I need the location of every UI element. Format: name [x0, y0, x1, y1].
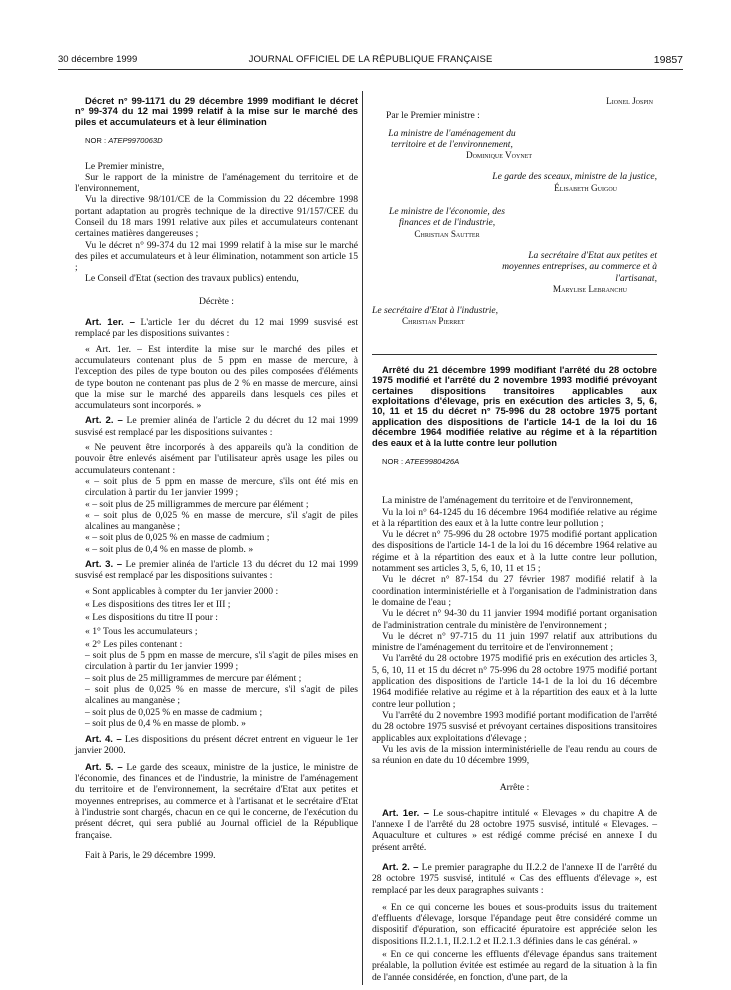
arrete-article-2-quote-1: « En ce qui concerne les boues et sous-produits issus du traitement d'effluents d'élevage, lorsque l'épandage peut être considéré comme un dispositif d'épuration, son efficacité épuratoire est appréciée selon les dispositions II.2.1.1, II.2.1.2 et II.2.1.3 définies dans le cas général. »: [372, 901, 657, 947]
article-3-list: [75, 650, 358, 729]
list-item: « – soit plus de 5 ppm en masse de mercure, s'ils ont été mis en circulation à partir du 1er janvier 1999 ;: [85, 475, 358, 499]
list-item: « – soit plus de 0,4 % en masse de plomb. »: [85, 543, 254, 555]
right-column: [372, 96, 657, 983]
intro-vu-directive: Vu la directive 98/101/CE de la Commission du 22 décembre 1998 portant adaptation au progrès technique de la directive 91/157/CEE du Conseil du 18 mars 1991 relative aux piles et accumulateurs contenant certaines matières dangereuses ;: [75, 194, 358, 240]
signature-premier-ministre: Lionel Jospin: [606, 96, 653, 106]
article-3-line: « 2° Les piles contenant :: [85, 638, 183, 650]
header-page-number: 19857: [653, 54, 683, 66]
list-item: – soit plus de 0,025 % en masse de cadmium ;: [85, 706, 263, 718]
article-1: Art. 1er. – L'article 1er du décret du 12 mai 1999 susvisé est remplacé par les dispositions suivantes :: [75, 317, 358, 340]
article-2: Art. 2. – Le premier alinéa de l'article 2 du décret du 12 mai 1999 susvisé est remplacé par les dispositions suivantes :: [75, 415, 358, 438]
signature-garde-des-sceaux: Le garde des sceaux, ministre de la justice, Élisabeth Guigou: [492, 171, 657, 193]
intro-premier-ministre: Le Premier ministre,: [85, 160, 165, 172]
intro-vu-decret-94: Vu le décret n° 94-30 du 11 janvier 1994 modifié portant organisation de l'administration centrale du ministère de l'environnement ;: [372, 608, 657, 631]
fait-a-paris: Fait à Paris, le 29 décembre 1999.: [85, 849, 216, 861]
article-3: Art. 3. – Le premier alinéa de l'article 13 du décret du 12 mai 1999 susvisé est remplacé par les dispositions suivantes :: [75, 559, 358, 582]
list-item: – soit plus de 0,025 % en masse de mercure, s'il s'agit de piles alcalines au manganèse ;: [85, 683, 358, 707]
arrete-article-2: Art. 2. – Le premier paragraphe du II.2.2 de l'annexe II de l'arrêté du 28 octobre 1975 susvisé, intitulé « Cas des effluents d'élevage », est remplacé par les deux paragraphes suivants :: [372, 861, 657, 896]
intro-ministre: La ministre de l'aménagement du territoire et de l'environnement,: [382, 495, 633, 507]
article-3-line: « Les dispositions des titres Ier et III ;: [85, 598, 231, 610]
signature-ministre-economie: Le ministre de l'économie, des finances et de l'industrie, Christian Sautter: [389, 206, 505, 239]
intro-conseil-etat: Le Conseil d'Etat (section des travaux publics) entendu,: [85, 273, 299, 285]
article-3-line: « Les dispositions du titre II pour :: [85, 612, 218, 624]
intro-vu-arrete-1993: Vu l'arrêté du 2 novembre 1993 modifié portant modification de l'arrêté du 28 octobre 1975 susvisé et prévoyant certaines dispositions transitoires applicables aux exploitations d'élevage ;: [372, 709, 657, 744]
signature-secretaire-pme: La secrétaire d'Etat aux petites et moyennes entreprises, au commerce et à l'artisanat, Marylise Lebranchu: [502, 249, 657, 294]
decree-title: Décret n° 99-1171 du 29 décembre 1999 modifiant le décret n° 99-374 du 12 mai 1999 relatif à la mise sur le marché des piles et accumulateurs et à leur élimination: [75, 95, 358, 127]
header-rule: [58, 69, 683, 70]
section-separator: [372, 354, 657, 355]
list-item: « – soit plus de 25 milligrammes de mercure par élément ;: [85, 498, 309, 510]
arrete-title: Arrêté du 21 décembre 1999 modifiant l'arrêté du 28 octobre 1975 modifié et l'arrêté du 2 novembre 1993 modifié prévoyant certaines dispositions transitoires applicables aux exploitations d'élevage, pris en exécution des articles 3, 5, 6, 10, 11 et 15 du décret n° 75-996 du 28 octobre 1975 portant application des dispositions de l'article 14-1 de la loi du 16 décembre 1964 modifiée relative au régime et à la répartition des eaux et à la lutte contre leur pollution: [372, 363, 657, 448]
header-date: 30 décembre 1999: [58, 54, 138, 65]
signature-secretaire-industrie: Le secrétaire d'Etat à l'industrie, Christian Pierret: [372, 305, 499, 327]
arrete-nor: NOR : ATEE9980426A: [382, 457, 460, 466]
article-2-list: [75, 476, 358, 555]
intro-vu-decret-75: Vu le décret n° 75-996 du 28 octobre 1975 modifié portant application des dispositions de l'article 14-1 de la loi du 16 décembre 1964 relative au régime et à la répartition des eaux et à la lutte contre leur pollution, notamment ses articles 3, 5, 6, 10, 11 et 15 ;: [372, 529, 657, 575]
left-column: [75, 96, 358, 861]
article-2-quote: « Ne peuvent être incorporés à des appareils qu'à la condition de pouvoir être enlevés aisément par l'utilisateur après usage les piles ou accumulateurs contenant :: [75, 442, 358, 476]
list-item: – soit plus de 25 milligrammes de mercure par élément ;: [85, 672, 302, 684]
intro-vu-decret: Vu le décret n° 99-374 du 12 mai 1999 relatif à la mise sur le marché des piles et accumulateurs et à leur élimination, notamment son article 15 ;: [75, 239, 358, 274]
article-3-line: « 1° Tous les accumulateurs ;: [85, 625, 198, 637]
header-journal-title: JOURNAL OFFICIEL DE LA RÉPUBLIQUE FRANÇAISE: [248, 54, 493, 65]
intro-vu-decret-87: Vu le décret n° 87-154 du 27 février 1987 modifié relatif à la coordination interministérielle et à l'organisation de l'administration dans le domaine de l'eau ;: [372, 574, 657, 608]
list-item: « – soit plus de 0,025 % en masse de mercure, s'il s'agit de piles alcalines au manganèse ;: [85, 509, 358, 533]
decree-nor: NOR : ATEP9970063D: [85, 136, 163, 146]
article-4: Art. 4. – Les dispositions du présent décret entrent en vigueur le 1er janvier 2000.: [75, 734, 358, 757]
list-item: « – soit plus de 0,025 % en masse de cadmium ;: [85, 532, 270, 544]
running-header: [58, 54, 683, 68]
list-item: – soit plus de 0,4 % en masse de plomb. »: [85, 717, 246, 729]
intro-vu-decret-97: Vu le décret n° 97-715 du 11 juin 1997 relatif aux attributions du ministre de l'aménagement du territoire et de l'environnement ;: [372, 630, 657, 654]
intro-vu-loi: Vu la loi n° 64-1245 du 16 décembre 1964 modifiée relative au régime et à la répartition des eaux et à la lutte contre leur pollution ;: [372, 506, 657, 529]
intro-vu-avis: Vu les avis de la mission interministérielle de l'eau rendu au cours de sa réunion en date du 10 décembre 1999,: [372, 743, 657, 767]
article-1-quote: « Art. 1er. – Est interdite la mise sur le marché des piles et accumulateurs contenant plus de 5 ppm en masse de mercure, à l'exception des piles de type bouton ou des piles composées d'éléments de type bouton ne contenant pas plus de 2 % en masse de mercure, ainsi que la mise sur le marché des appareils dans lesquels ces piles et accumulateurs sont incorporés. »: [75, 343, 358, 412]
intro-rapport: Sur le rapport de la ministre de l'aménagement du territoire et de l'environnement,: [75, 171, 358, 195]
article-3-line: « Sont applicables à compter du 1er janvier 2000 :: [85, 585, 279, 597]
list-item: – soit plus de 5 ppm en masse de mercure, s'il s'agit de piles mises en circulation à partir du 1er janvier 1999 ;: [85, 650, 358, 673]
decrete-heading: Décrète :: [199, 295, 234, 307]
par-le-premier-ministre: Par le Premier ministre :: [386, 110, 480, 122]
intro-vu-arrete-1975: Vu l'arrêté du 28 octobre 1975 modifié pris en exécution des articles 3, 5, 6, 10, 11 et 15 du décret n° 75-996 du 28 octobre 1975 modifié portant application des dispositions de l'article 14-1 de la loi du 16 décembre 1964 modifiée relative au régime et à la répartition des eaux et à la lutte contre leur pollution ;: [372, 653, 657, 710]
arrete-heading: Arrête :: [499, 782, 530, 794]
arrete-article-2-quote-2: « En ce qui concerne les effluents d'élevage épandus sans traitement préalable, la pollution évitée est estimée au regard de la situation à la fin de l'année considérée, en fonction, d'une part, de la: [372, 948, 657, 983]
article-5: Art. 5. – Le garde des sceaux, ministre de la justice, le ministre de l'économie, des finances et de l'industrie, la ministre de l'aménagement du territoire et de l'environnement, la secrétaire d'Etat aux petites et moyennes entreprises, au commerce et à l'artisanat et le secrétaire d'Etat à l'industrie sont chargés, chacun en ce qui le concerne, de l'exécution du présent décret, qui sera publié au Journal officiel de la République française.: [75, 761, 358, 841]
arrete-article-1: Art. 1er. – Le sous-chapitre intitulé « Elevages » du chapitre A de l'annexe I de l'arrêté du 28 octobre 1975 susvisé, intitulé « Elevages. – Aquaculture et cultures » est rédigé comme précisé en annexe I du présent arrêté.: [372, 807, 657, 853]
column-divider: [362, 91, 363, 985]
signature-ministre-environnement: La ministre de l'aménagement du territoire et de l'environnement, Dominique Voynet: [388, 127, 532, 161]
